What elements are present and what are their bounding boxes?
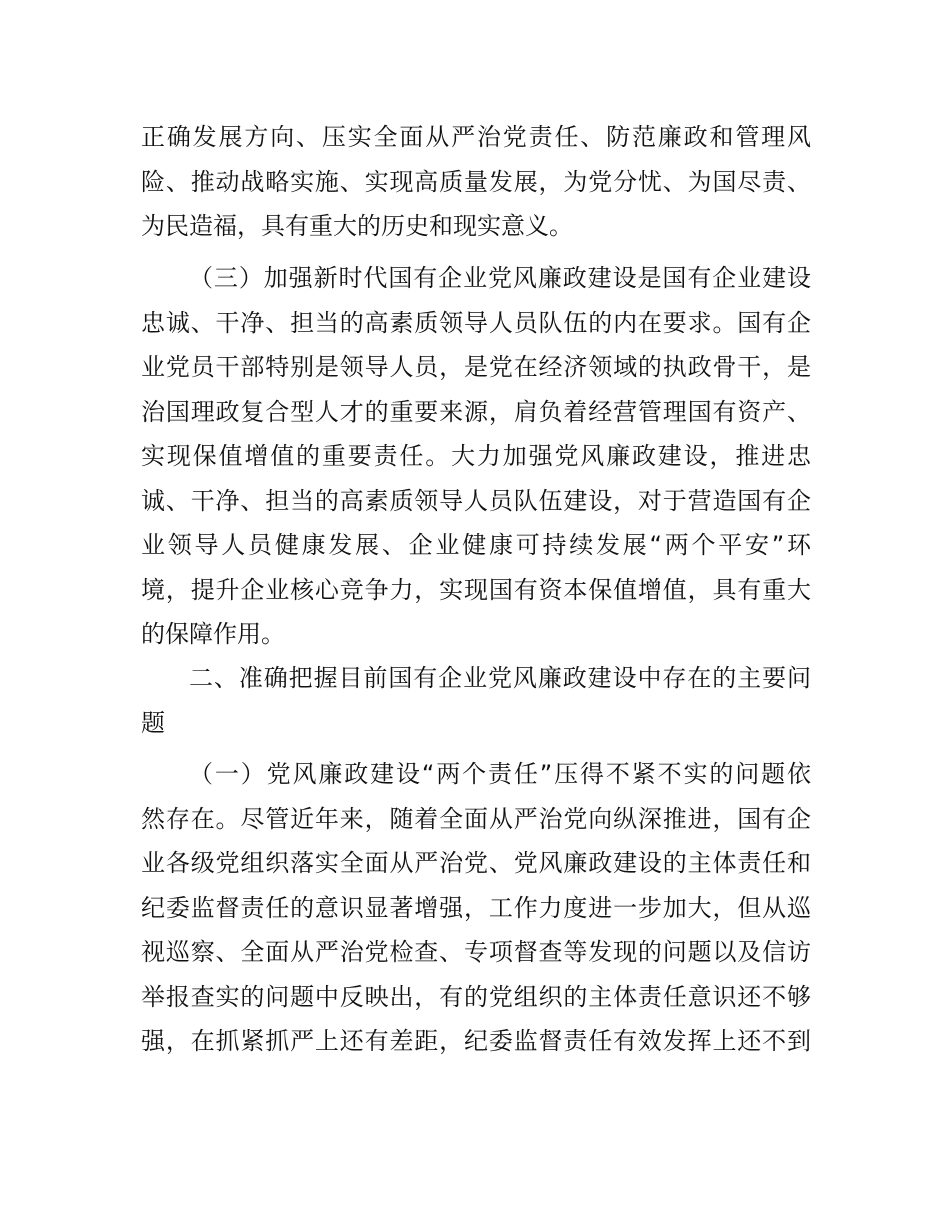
- text-line: 举报查实的问题中反映出，有的党组织的主体责任意识还不够: [141, 982, 811, 1011]
- text-line: 境，提升企业核心竞争力，实现国有资本保值增值，具有重大: [141, 575, 811, 604]
- text-line: 然存在。尽管近年来，随着全面从严治党向纵深推进，国有企: [141, 804, 811, 833]
- text-line: 业党员干部特别是领导人员，是党在经济领域的执政骨干，是: [141, 353, 811, 381]
- paragraph-section-3: [141, 256, 811, 657]
- text-line: 实现保值增值的重要责任。大力加强党风廉政建设，推进忠: [141, 442, 811, 470]
- paragraph-continuation: [141, 115, 811, 249]
- text-line: 业各级党组织落实全面从严治党、党风廉政建设的主体责任和: [141, 849, 811, 877]
- text-line: （三）加强新时代国有企业党风廉政建设是国有企业建设: [189, 264, 811, 292]
- text-line: 忠诚、干净、担当的高素质领导人员队伍的内在要求。国有企: [141, 308, 811, 337]
- text-line: 业领导人员健康发展、企业健康可持续发展“两个平安”环: [141, 531, 811, 559]
- text-line: （一）党风廉政建设“两个责任”压得不紧不实的问题依: [189, 760, 811, 788]
- text-line: 正确发展方向、压实全面从严治党责任、防范廉政和管理风: [141, 123, 811, 151]
- text-line: 视巡察、全面从严治党检查、专项督查等发现的问题以及信访: [141, 938, 811, 966]
- text-line: 的保障作用。: [141, 620, 285, 648]
- text-line: 治国理政复合型人才的重要来源，肩负着经营管理国有资产、: [141, 397, 811, 426]
- text-line: 诚、干净、担当的高素质领导人员队伍建设，对于营造国有企: [141, 486, 811, 515]
- text-line: 题: [141, 708, 165, 737]
- paragraph-section-1: [141, 752, 811, 1064]
- text-line: 纪委监督责任的意识显著增强，工作力度进一步加大，但从巡: [141, 893, 811, 922]
- text-line: 为民造福，具有重大的历史和现实意义。: [141, 212, 573, 240]
- text-line: 险、推动战略实施、实现高质量发展，为党分忧、为国尽责、: [141, 167, 811, 196]
- text-line: 强，在抓紧抓严上还有差距，纪委监督责任有效发挥上还不到: [141, 1027, 811, 1055]
- section-heading-2: [141, 656, 811, 745]
- text-line: 二、准确把握目前国有企业党风廉政建设中存在的主要问: [189, 664, 811, 692]
